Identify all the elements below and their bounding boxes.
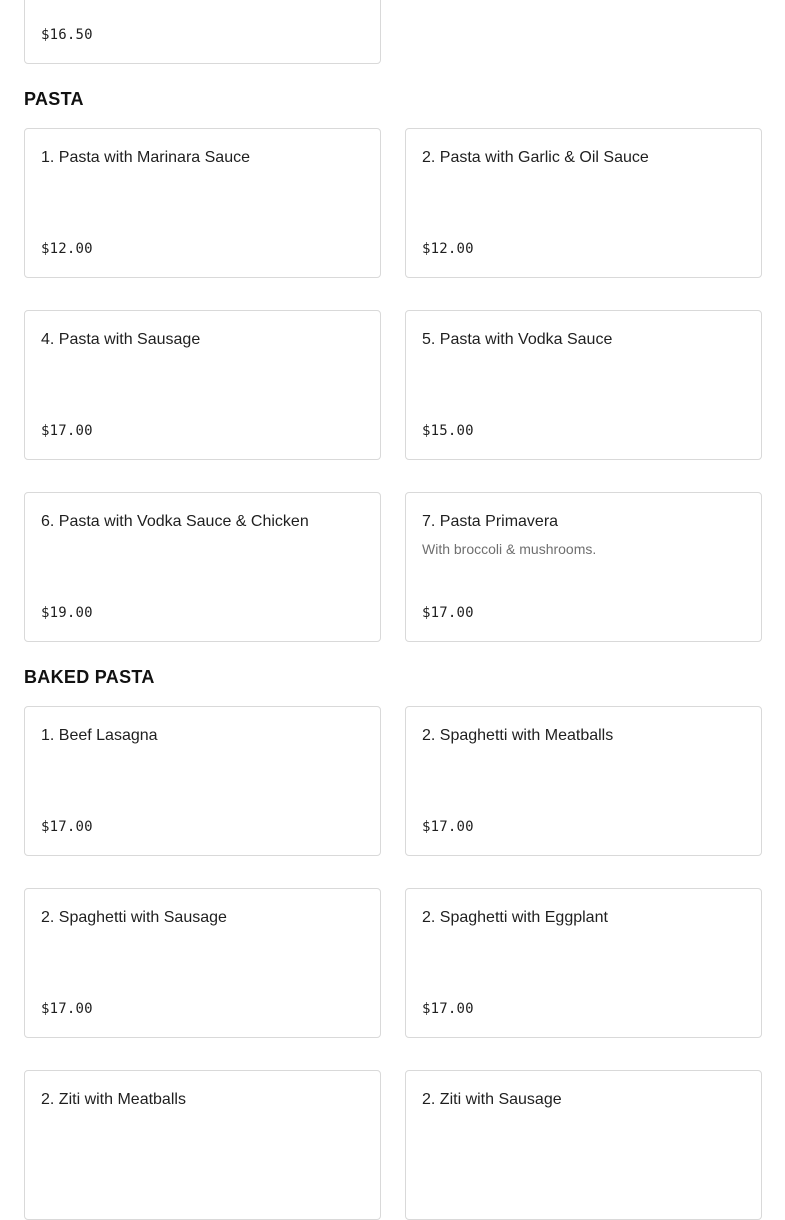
item-price: $17.00 [41, 423, 93, 439]
item-name: 1. Pasta with Marinara Sauce [41, 149, 250, 166]
menu-item-card[interactable] [405, 310, 762, 460]
item-name: 2. Ziti with Meatballs [41, 1091, 186, 1108]
menu-item-card[interactable] [405, 492, 762, 642]
item-price: $15.00 [422, 423, 474, 439]
section-title-pasta: PASTA [24, 89, 84, 109]
menu-item-card[interactable] [405, 1070, 762, 1220]
item-price: $19.00 [41, 605, 93, 621]
item-price: $17.00 [422, 819, 474, 835]
menu-item-card[interactable] [24, 492, 381, 642]
menu-item-card[interactable] [24, 1070, 381, 1220]
menu-item-card[interactable] [24, 888, 381, 1038]
item-price: $12.00 [41, 241, 93, 257]
item-name: 6. Pasta with Vodka Sauce & Chicken [41, 513, 309, 530]
item-name: 2. Spaghetti with Meatballs [422, 727, 614, 744]
item-description: With broccoli & mushrooms. [422, 541, 597, 557]
item-name: 2. Pasta with Garlic & Oil Sauce [422, 149, 649, 166]
item-price: $17.00 [41, 819, 93, 835]
item-name: 5. Pasta with Vodka Sauce [422, 331, 613, 348]
menu-item-card[interactable] [24, 310, 381, 460]
menu-item-card[interactable] [24, 128, 381, 278]
item-name: 4. Pasta with Sausage [41, 331, 201, 348]
item-price: $17.00 [422, 605, 474, 621]
item-price: $17.00 [41, 1001, 93, 1017]
item-name: 2. Spaghetti with Sausage [41, 909, 227, 926]
section-title-baked-pasta: BAKED PASTA [24, 667, 155, 687]
item-name: 2. Spaghetti with Eggplant [422, 909, 608, 926]
item-name: 2. Ziti with Sausage [422, 1091, 562, 1108]
item-price: $12.00 [422, 241, 474, 257]
menu-item-card[interactable] [405, 706, 762, 856]
item-price: $16.50 [41, 27, 93, 43]
menu-item-card[interactable] [24, 706, 381, 856]
item-name: 7. Pasta Primavera [422, 513, 559, 530]
menu-item-card[interactable] [405, 888, 762, 1038]
item-name: 1. Beef Lasagna [41, 727, 158, 744]
item-price: $17.00 [422, 1001, 474, 1017]
menu-item-card[interactable] [405, 128, 762, 278]
menu-item-card[interactable] [24, 0, 381, 64]
